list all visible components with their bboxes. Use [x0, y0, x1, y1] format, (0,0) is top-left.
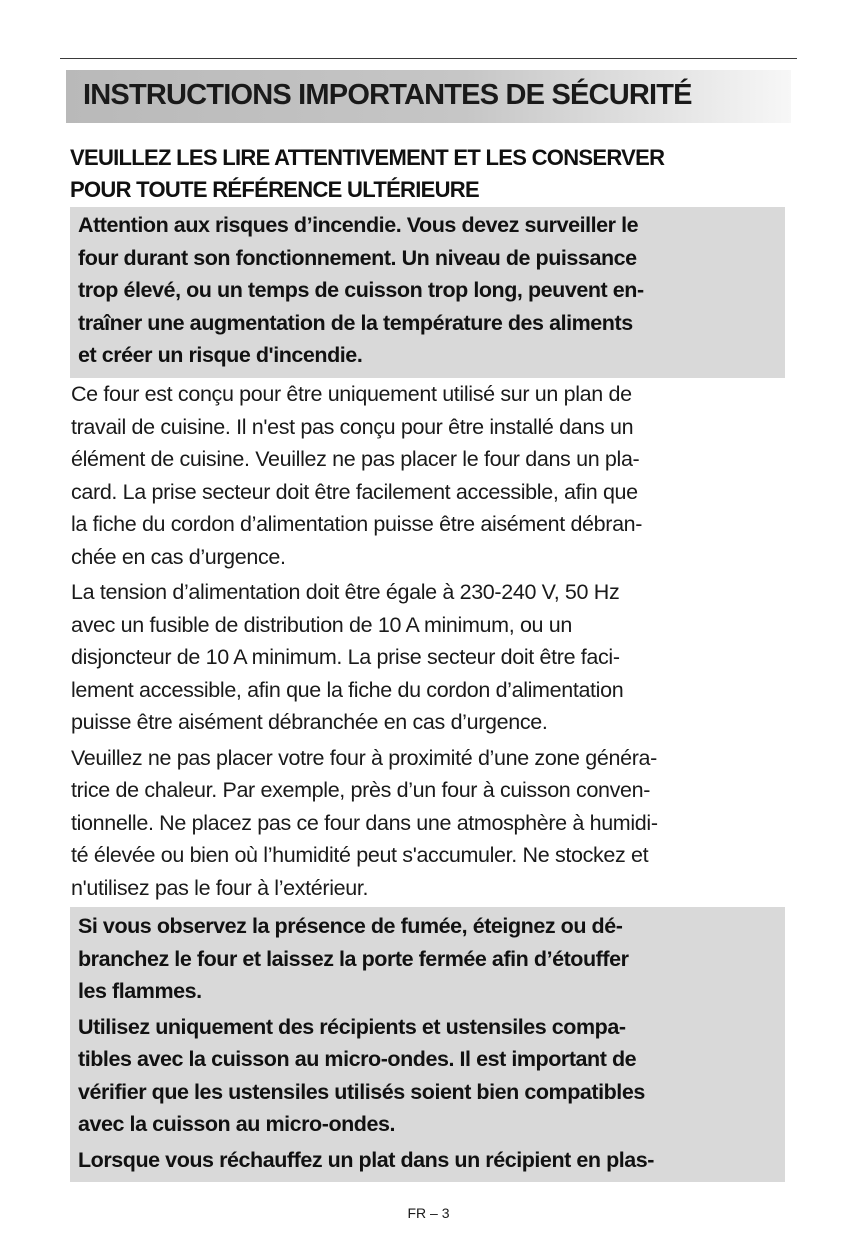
top-divider: [60, 58, 797, 59]
body-line: la fiche du cordon d’alimentation puisse être aisément débran-: [71, 512, 643, 536]
body-line: card. La prise secteur doit être facilement accessible, afin que: [71, 479, 638, 504]
warning-line: avec la cuisson au micro-ondes.: [78, 1112, 396, 1136]
body-line: trice de chaleur. Par exemple, près d’un four à cuisson conven-: [71, 778, 651, 802]
body-line: avec un fusible de distribution de 10 A minimum, ou un: [71, 612, 572, 637]
body-line: élément de cuisine. Veuillez ne pas placer le four dans un pla-: [71, 447, 640, 471]
warning-line: Utilisez uniquement des récipients et ustensiles compa-: [78, 1014, 626, 1039]
warning-line: vérifier que les ustensiles utilisés soient bien compatibles: [78, 1079, 645, 1104]
paragraph-power-supply: [71, 576, 786, 739]
paragraph-placement: [71, 742, 786, 905]
body-line: n'utilisez pas le four à l’extérieur.: [71, 875, 369, 900]
warning-line: Lorsque vous réchauffez un plat dans un récipient en plas-: [78, 1147, 655, 1172]
body-text: [71, 378, 786, 904]
body-line: La tension d’alimentation doit être égale à 230-240 V, 50 Hz: [71, 580, 620, 604]
subtitle: [70, 142, 790, 206]
body-line: puisse être aisément débranchée en cas d’urgence.: [71, 710, 548, 734]
body-line: té élevée ou bien où l’humidité peut s'accumuler. Ne stockez et: [71, 843, 649, 867]
warning-line: branchez le four et laissez la porte fermée afin d’étouffer: [78, 946, 629, 971]
subtitle-line: VEUILLEZ LES LIRE ATTENTIVEMENT ET LES CONSERVER: [70, 145, 665, 170]
paragraph-installation: [71, 378, 786, 573]
page-number: FR – 3: [407, 1205, 450, 1221]
body-line: Veuillez ne pas placer votre four à proximité d’une zone généra-: [71, 745, 657, 770]
warning-smoke: [78, 910, 775, 1008]
body-line: travail de cuisine. Il n'est pas conçu pour être installé dans un: [71, 414, 634, 439]
warning-line: et créer un risque d'incendie.: [78, 343, 363, 367]
body-line: tionnelle. Ne placez pas ce four dans une atmosphère à humidi-: [71, 810, 658, 835]
warning-line: les flammes.: [78, 979, 202, 1003]
title-banner: [66, 70, 791, 123]
body-line: Ce four est conçu pour être uniquement utilisé sur un plan de: [71, 382, 632, 406]
subtitle-line: POUR TOUTE RÉFÉRENCE ULTÉRIEURE: [70, 177, 479, 202]
body-line: disjoncteur de 10 A minimum. La prise secteur doit être faci-: [71, 645, 620, 669]
fire-warning-box: [70, 207, 785, 378]
warning-line: trop élevé, ou un temps de cuisson trop long, peuvent en-: [78, 278, 644, 302]
warning-utensils: [78, 1011, 775, 1141]
warning-line: Si vous observez la présence de fumée, éteignez ou dé-: [78, 914, 623, 938]
warning-line: tibles avec la cuisson au micro-ondes. Il est important de: [78, 1047, 637, 1071]
warning-line: four durant son fonctionnement. Un niveau de puissance: [78, 245, 637, 270]
page-title: INSTRUCTIONS IMPORTANTES DE SÉCURITÉ: [83, 79, 692, 111]
warning-line: Attention aux risques d’incendie. Vous devez surveiller le: [78, 213, 639, 237]
warning-line: traîner une augmentation de la température des aliments: [78, 310, 633, 335]
body-line: lement accessible, afin que la fiche du cordon d’alimentation: [71, 677, 624, 702]
warning-plastic: [78, 1144, 775, 1177]
body-line: chée en cas d’urgence.: [71, 544, 286, 569]
smoke-utensil-warning-box: [70, 907, 785, 1182]
